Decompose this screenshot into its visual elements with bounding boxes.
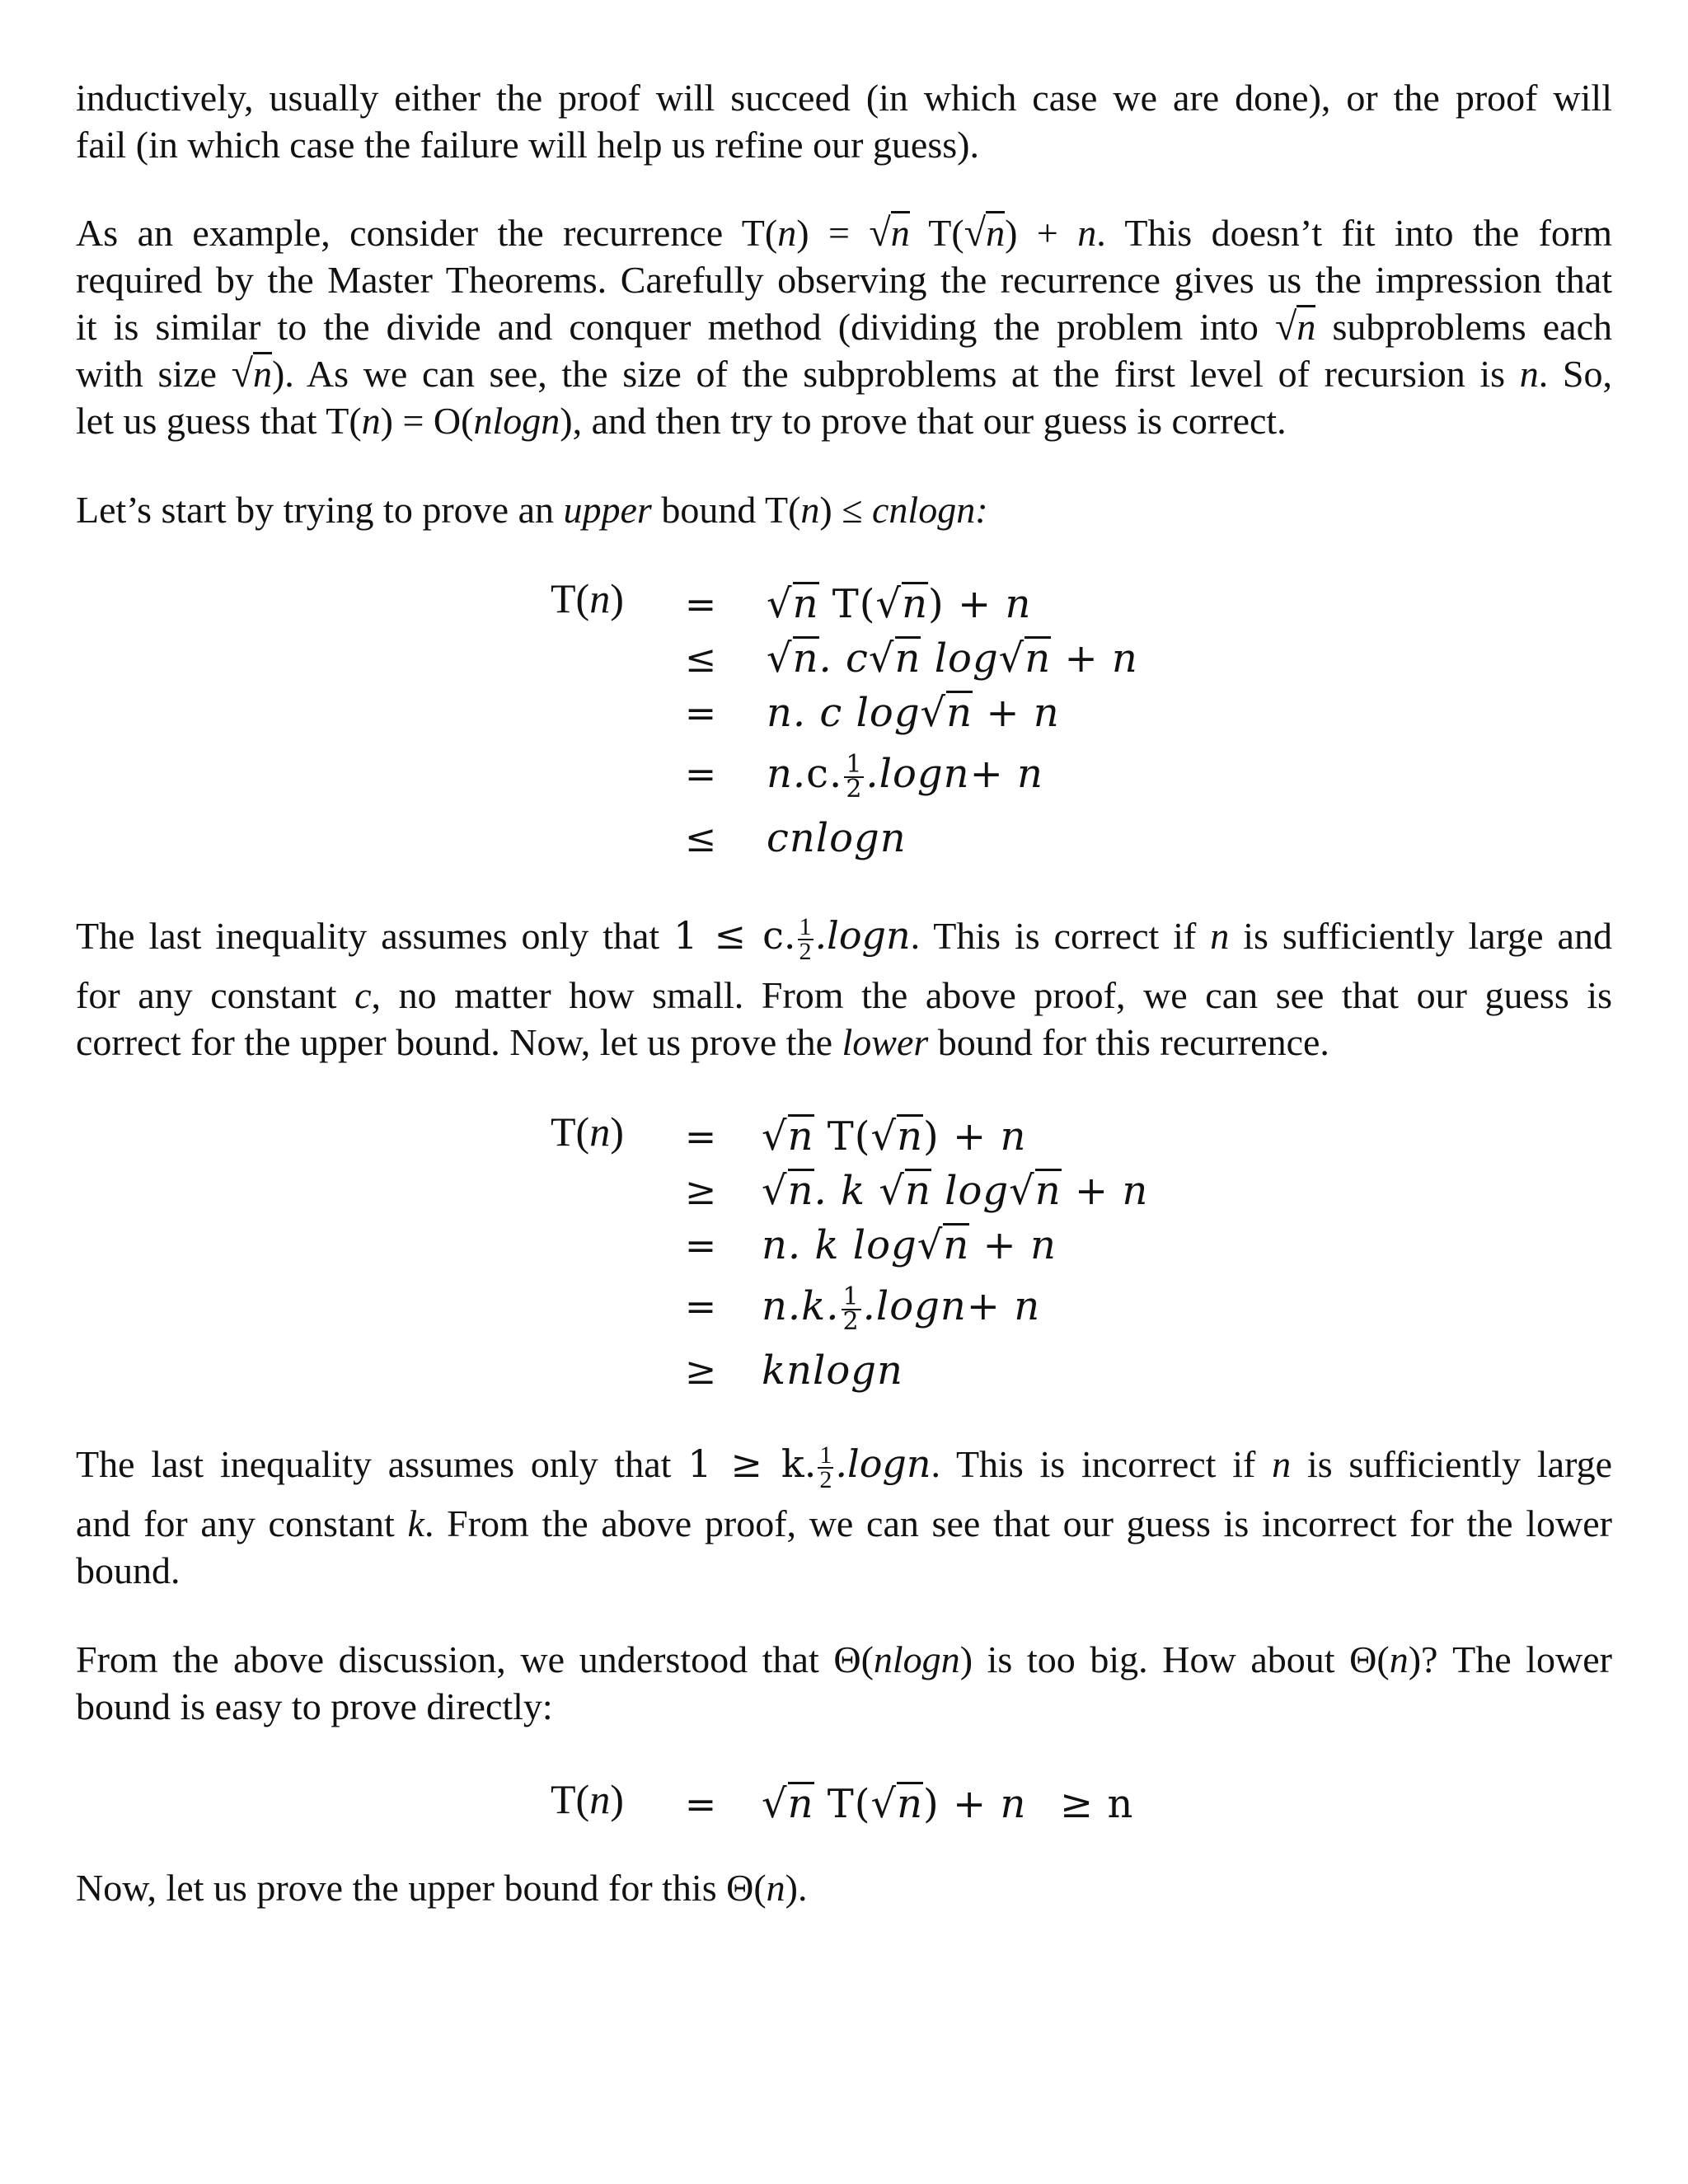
- text-line: with size √n). As we can see, the size of the subproblems at the first level of recursion is n. So,: [76, 352, 1612, 396]
- paragraph-theta-discussion: [76, 1636, 1612, 1730]
- document-page: inductively, usually either the proof will succeed (in which case we are done), or the proof will fail (in which case the failure will help us refine our guess). As an example, consider the recurrence T(n) = √n T(√n) + n. This doesn’t fit into the form required by the Master Theorems. Carefully observing the recurrence gives us the impression that it is similar to the divide and conquer method (dividing the problem into √n subproblems each with size √n). As we can see, the size of the subproblems at the first level of recursion is n. So, let us guess that T(n) = O(nlogn), and then try to prove that our guess is correct. Let’s start by trying to prove an upper bound T(n) ≤ cnlogn: T(n) = √n T(√n) + n ≤ √n. c√n log√n + n = n. c log√n + n = n.c. $\frac{1}{2}$ .logn+ n ≤ cnlogn The last inequality assumes only that 1 ≤ c. $\frac{1}{2}$ .logn. This is correct if n is sufficiently large and for any constant c, no matter how small. From the above proof, we can see that our guess is correct for the upper bound. Now, let us prove the lower bound for this recurrence. T(n) = √n T(√n) + n ≥ √n. k √n log√n + n = n. k log√n + n = n.k. $\frac{1}{2}$ .logn+ n ≥ knlogn The last inequality assumes only that 1 ≥ k. $\frac{1}{2}$ .logn. This is incorrect if n is sufficiently large and for any constant k. From the above proof, we can see that our guess is incorrect for the lower bound. From the above discussion, we understood that Θ(nlogn) is too big. How about Θ(n)? The lower bound is easy to prove directly: T(n) = √n T(√n) + n ≥ n Now, let us prove the upper bound for this Θ(n).: [0, 0, 1688, 2184]
- text-line: correct for the upper bound. Now, let us prove the lower bound for this recurrence.: [76, 1021, 1329, 1064]
- text-line: Let’s start by trying to prove an upper bound T(n) ≤ cnlogn:: [76, 489, 988, 531]
- sqrt-n: √n: [964, 211, 1006, 255]
- text-line: inductively, usually either the proof will succeed (in which case we are done), or the proof will: [76, 77, 1612, 119]
- text-line: let us guess that T(n) = O(nlogn), and then try to prove that our guess is correct.: [76, 400, 1287, 442]
- text-line: bound is easy to prove directly:: [76, 1685, 553, 1727]
- paragraph-lower-conclusion: [76, 1441, 1612, 1594]
- paragraph-intro: [76, 74, 1612, 168]
- fraction-one-half: $\frac{1}{2}$: [846, 749, 863, 804]
- text-line: fail (in which case the failure will help us refine our guess).: [76, 124, 979, 166]
- text-line: bound.: [76, 1549, 181, 1592]
- derivation-expr: n.c. $\frac{1}{2}$ .logn+ n: [767, 749, 1043, 804]
- derivation-expr: √n T(√n) + n: [767, 581, 1032, 627]
- text-line: From the above discussion, we understood that Θ(nlogn) is too big. How about Θ(n)? The lower: [76, 1638, 1612, 1680]
- derivation-expr: knlogn: [762, 1347, 903, 1394]
- text-line: for any constant c, no matter how small. From the above proof, we can see that our guess is: [76, 974, 1612, 1017]
- text-line: required by the Master Theorems. Carefully observing the recurrence gives us the impression that: [76, 259, 1612, 301]
- sqrt-n: √n: [231, 352, 272, 396]
- paragraph-example: [76, 209, 1612, 444]
- text-line: As an example, consider the recurrence T(n) = √n T(√n) + n. This doesn’t fit into the form: [76, 211, 1612, 255]
- derivation-tail: ≥ n: [1060, 1781, 1134, 1827]
- text-line: and for any constant k. From the above proof, we can see that our guess is incorrect for the lower: [76, 1502, 1612, 1545]
- fraction-one-half: $\frac{1}{2}$: [799, 913, 812, 966]
- fraction-one-half: $\frac{1}{2}$: [819, 1441, 832, 1494]
- paragraph-next-step: [76, 1864, 1612, 1911]
- derivation-expr: n. c log√n + n: [767, 690, 1060, 736]
- text-line: it is similar to the divide and conquer method (dividing the problem into √n subproblems each: [76, 305, 1613, 349]
- text-line: Now, let us prove the upper bound for this Θ(n).: [76, 1867, 808, 1909]
- text-line: The last inequality assumes only that 1 ≥ k. $\frac{1}{2}$ .logn. This is incorrect if n is sufficiently large: [76, 1441, 1612, 1494]
- paragraph-upper-conclusion: [76, 912, 1612, 1066]
- text-line: The last inequality assumes only that 1 ≤ c. $\frac{1}{2}$ .logn. This is correct if n is sufficiently large and: [76, 913, 1612, 966]
- derivation-expr: √n. c√n log√n + n: [767, 635, 1138, 682]
- derivation-expr: cnlogn: [767, 815, 907, 861]
- derivation-expr: √n T(√n) + n: [762, 1113, 1027, 1160]
- paragraph-upper-intro: [76, 486, 1612, 533]
- derivation-expr: √n T(√n) + n: [762, 1781, 1027, 1827]
- derivation-expr: √n. k √n log√n + n: [762, 1168, 1149, 1214]
- derivation-expr: n.k. $\frac{1}{2}$ .logn+ n: [762, 1282, 1041, 1336]
- derivation-expr: n. k log√n + n: [762, 1222, 1057, 1268]
- sqrt-n: √n: [1275, 305, 1316, 349]
- sqrt-n: √n: [869, 211, 910, 255]
- fraction-one-half: $\frac{1}{2}$: [842, 1282, 860, 1336]
